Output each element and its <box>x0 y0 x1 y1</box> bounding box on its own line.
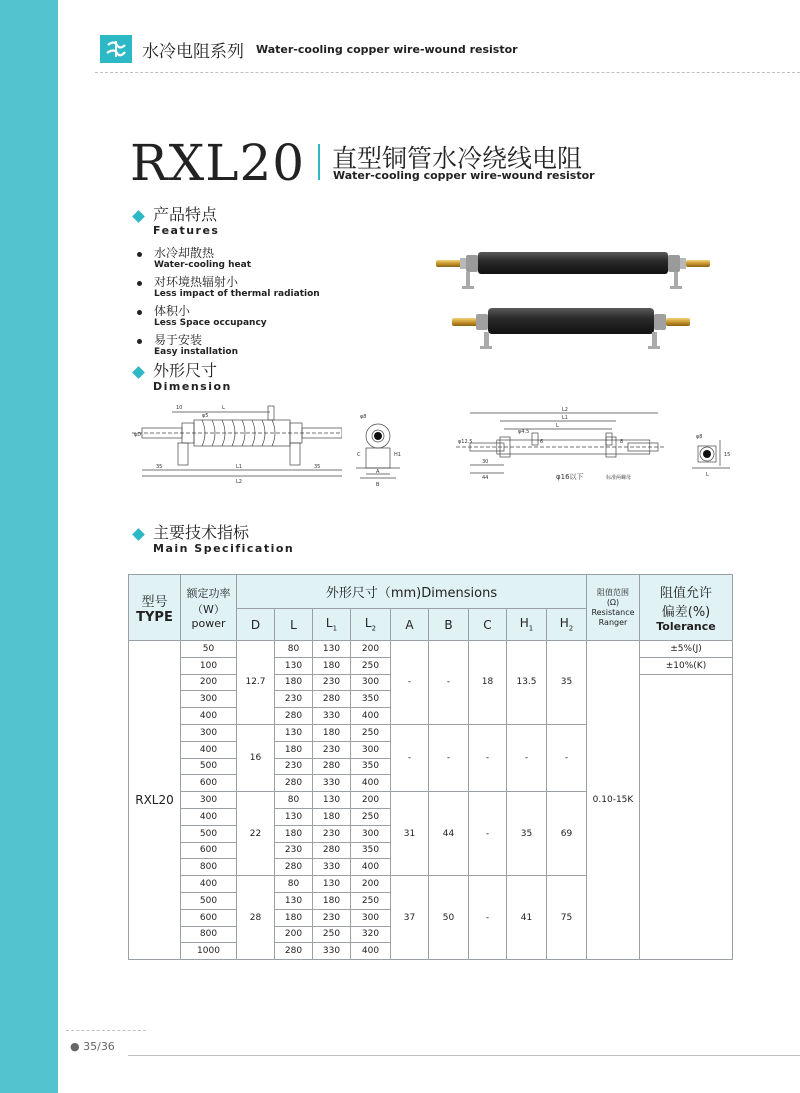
header-series-cn: 水冷电阻系列 <box>142 41 244 62</box>
cell-h2: - <box>547 724 587 791</box>
cell-l2: 400 <box>351 859 391 876</box>
header-divider <box>95 72 800 73</box>
page-number-text: 35/36 <box>83 1040 115 1053</box>
diamond-bullet-icon <box>132 528 145 541</box>
cell-l2: 200 <box>351 792 391 809</box>
dim-label-44: 44 <box>482 475 489 481</box>
cell-h1: - <box>507 724 547 791</box>
th-type-cn: 型号 <box>141 594 168 610</box>
th-h2-sub: 2 <box>568 624 574 633</box>
cell-power: 400 <box>181 808 237 825</box>
bullet-icon <box>137 252 142 257</box>
spec-heading <box>132 524 294 555</box>
cell-l1: 330 <box>313 859 351 876</box>
cell-tolerance-j: ±5%(J) <box>640 641 733 658</box>
th-tol-en: Tolerance <box>656 620 716 633</box>
cell-h2: 35 <box>547 641 587 725</box>
cell-power: 400 <box>181 708 237 725</box>
cell-l2: 250 <box>351 657 391 674</box>
feature-en: Water-cooling heat <box>154 260 252 270</box>
th-type-en: TYPE <box>136 609 173 625</box>
cell-l2: 400 <box>351 708 391 725</box>
dim-label-15: 15 <box>724 452 731 458</box>
cell-d: 12.7 <box>237 641 275 725</box>
cell-l: 80 <box>275 876 313 893</box>
cell-power: 600 <box>181 775 237 792</box>
spec-heading-en: Main Specification <box>153 542 295 555</box>
cell-l: 130 <box>275 892 313 909</box>
drawing-side-view-2 <box>456 403 666 485</box>
th-h2-main: H <box>559 616 569 631</box>
spec-heading-cn: 主要技术指标 <box>153 523 250 542</box>
feature-en: Less impact of thermal radiation <box>154 289 320 299</box>
cell-l1: 230 <box>313 674 351 691</box>
drawing-end-view-1 <box>352 408 404 490</box>
dim-label-b: B <box>376 482 380 488</box>
footer-dash <box>66 1030 146 1031</box>
brand-logo-icon <box>100 35 132 63</box>
th-l1-main: L <box>325 616 333 631</box>
cell-type: RXL20 <box>129 641 181 960</box>
cell-l2: 250 <box>351 808 391 825</box>
dim-label-phi8: φ8 <box>360 414 367 420</box>
cell-d: 28 <box>237 876 275 960</box>
th-l2 <box>351 609 391 641</box>
cell-l1: 180 <box>313 657 351 674</box>
bullet-icon <box>137 339 142 344</box>
feature-item <box>137 334 320 357</box>
cell-a: 37 <box>391 876 429 960</box>
cell-power: 300 <box>181 792 237 809</box>
cell-power: 1000 <box>181 943 237 960</box>
dim-label-phi-d: φD <box>134 432 142 438</box>
cell-l: 180 <box>275 825 313 842</box>
dim-label-l-b: L <box>556 423 559 429</box>
dim-label-phi16: φ16以下 <box>556 473 584 481</box>
th-tol-cn1: 阻值允许 <box>659 586 712 601</box>
dim-label-l2-b: L2 <box>562 407 568 413</box>
th-b: B <box>429 609 469 641</box>
cell-l1: 330 <box>313 775 351 792</box>
th-power-cn: 额定功率 <box>186 587 231 600</box>
cell-l: 280 <box>275 859 313 876</box>
bullet-icon <box>137 281 142 286</box>
th-power-unit: （W） <box>192 603 225 616</box>
cell-power: 300 <box>181 724 237 741</box>
cell-b: 50 <box>429 876 469 960</box>
th-c: C <box>469 609 507 641</box>
diamond-bullet-icon <box>132 210 145 223</box>
dim-label-h1: H1 <box>394 452 401 458</box>
th-dimensions: 外形尺寸（mm)Dimensions <box>237 575 587 609</box>
cell-power: 600 <box>181 909 237 926</box>
dim-label-8: 8 <box>620 439 624 445</box>
dim-label-6: 6 <box>540 439 544 445</box>
side-color-bar <box>0 0 58 1093</box>
dim-label-10: 10 <box>176 405 183 411</box>
th-l: L <box>275 609 313 641</box>
cell-l: 130 <box>275 808 313 825</box>
product-name-en: Water-cooling copper wire-wound resistor <box>333 169 595 182</box>
cell-l2: 300 <box>351 909 391 926</box>
cell-c: - <box>469 792 507 876</box>
cell-b: - <box>429 641 469 725</box>
resistor-photo-bottom <box>450 298 694 356</box>
cell-l1: 280 <box>313 842 351 859</box>
features-list <box>137 247 320 363</box>
cell-l1: 230 <box>313 909 351 926</box>
cell-power: 50 <box>181 641 237 658</box>
dim-label-a: A <box>376 469 380 475</box>
cell-power: 500 <box>181 892 237 909</box>
th-range-unit: (Ω) <box>606 597 620 607</box>
cell-h2: 75 <box>547 876 587 960</box>
cell-l: 200 <box>275 926 313 943</box>
cell-c: 18 <box>469 641 507 725</box>
dim-label-note: 标准两螺母 <box>606 475 632 481</box>
title-divider <box>318 144 320 180</box>
cell-l: 230 <box>275 842 313 859</box>
model-title: RXL20 <box>130 134 306 192</box>
cell-l1: 180 <box>313 724 351 741</box>
cell-l2: 200 <box>351 876 391 893</box>
cell-h1: 35 <box>507 792 547 876</box>
footer-line <box>128 1055 800 1056</box>
cell-power: 300 <box>181 691 237 708</box>
dim-label-phi125: φ12.5 <box>458 439 473 445</box>
dim-label-35-left: 35 <box>156 464 163 470</box>
cell-b: - <box>429 724 469 791</box>
cell-l: 180 <box>275 909 313 926</box>
cell-tolerance-k: ±10%(K) <box>640 657 733 674</box>
diamond-bullet-icon <box>132 366 145 379</box>
product-name-cn: 直型铜管水冷绕线电阻 <box>332 144 583 173</box>
th-h1-main: H <box>519 616 529 631</box>
dim-label-l1-b: L1 <box>562 415 568 421</box>
drawing-end-view-2 <box>690 428 736 480</box>
dim-label-35-right: 35 <box>314 464 321 470</box>
cell-h1: 13.5 <box>507 641 547 725</box>
cell-l: 280 <box>275 943 313 960</box>
cell-l2: 400 <box>351 775 391 792</box>
feature-cn: 对环境热辐射小 <box>154 275 239 289</box>
cell-l2: 320 <box>351 926 391 943</box>
cell-l1: 330 <box>313 943 351 960</box>
dim-label-phi45: φ4.5 <box>518 429 530 435</box>
cell-d: 22 <box>237 792 275 876</box>
cell-power: 800 <box>181 859 237 876</box>
th-range-en1: Resistance <box>591 607 635 617</box>
cell-power: 400 <box>181 741 237 758</box>
cell-c: - <box>469 724 507 791</box>
cell-a: - <box>391 724 429 791</box>
cell-l1: 230 <box>313 825 351 842</box>
features-heading-en: Features <box>153 224 220 237</box>
cell-l1: 250 <box>313 926 351 943</box>
dim-label-phi5: φ5 <box>202 413 209 419</box>
cell-h2: 69 <box>547 792 587 876</box>
cell-l2: 350 <box>351 758 391 775</box>
cell-power: 200 <box>181 674 237 691</box>
cell-power: 600 <box>181 842 237 859</box>
dim-label-l: L <box>222 405 225 411</box>
cell-h1: 41 <box>507 876 547 960</box>
cell-l: 180 <box>275 674 313 691</box>
features-heading-cn: 产品特点 <box>153 205 218 224</box>
cell-l2: 400 <box>351 943 391 960</box>
feature-cn: 水冷却散热 <box>154 246 215 260</box>
cell-l2: 300 <box>351 825 391 842</box>
dimension-heading-cn: 外形尺寸 <box>153 361 218 380</box>
th-range-en2: Ranger <box>598 617 628 627</box>
features-heading <box>132 206 219 237</box>
th-h2 <box>547 609 587 641</box>
cell-power: 800 <box>181 926 237 943</box>
cell-l: 80 <box>275 792 313 809</box>
cell-c: - <box>469 876 507 960</box>
dim-label-phi8-b: φ8 <box>696 434 703 440</box>
dim-label-l1: L1 <box>236 464 242 470</box>
cell-tolerance-empty <box>640 674 733 960</box>
cell-l1: 330 <box>313 708 351 725</box>
cell-l: 280 <box>275 708 313 725</box>
dim-label-l-end: L <box>706 472 709 478</box>
cell-l1: 130 <box>313 641 351 658</box>
cell-d: 16 <box>237 724 275 791</box>
th-power-en: power <box>191 617 226 630</box>
cell-l2: 350 <box>351 842 391 859</box>
header-series-en: Water-cooling copper wire-wound resistor <box>256 42 518 56</box>
cell-l: 230 <box>275 691 313 708</box>
feature-en: Easy installation <box>154 347 239 357</box>
th-l2-main: L <box>364 616 372 631</box>
spec-table-body <box>129 641 733 960</box>
th-range <box>587 575 640 641</box>
dim-label-30: 30 <box>482 459 489 465</box>
th-h1 <box>507 609 547 641</box>
cell-l2: 250 <box>351 892 391 909</box>
th-h1-sub: 1 <box>528 624 534 633</box>
th-l2-sub: 2 <box>371 624 377 633</box>
cell-l: 130 <box>275 724 313 741</box>
dim-label-c: C <box>357 452 361 458</box>
dimension-heading-en: Dimension <box>153 380 232 393</box>
cell-l: 130 <box>275 657 313 674</box>
cell-l2: 200 <box>351 641 391 658</box>
cell-l: 80 <box>275 641 313 658</box>
feature-item <box>137 247 320 270</box>
th-a: A <box>391 609 429 641</box>
th-l1 <box>313 609 351 641</box>
th-l1-sub: 1 <box>332 624 338 633</box>
cell-l2: 350 <box>351 691 391 708</box>
cell-power: 500 <box>181 758 237 775</box>
table-row <box>129 641 733 658</box>
cell-l1: 230 <box>313 741 351 758</box>
cell-l2: 250 <box>351 724 391 741</box>
cell-l2: 300 <box>351 674 391 691</box>
feature-cn: 易于安装 <box>154 333 203 347</box>
cell-l1: 280 <box>313 691 351 708</box>
cell-l1: 180 <box>313 892 351 909</box>
th-type <box>129 575 181 641</box>
cell-l1: 130 <box>313 792 351 809</box>
cell-l: 280 <box>275 775 313 792</box>
cell-range: 0.10-15K <box>587 641 640 960</box>
bullet-icon <box>137 310 142 315</box>
feature-item <box>137 276 320 299</box>
th-d: D <box>237 609 275 641</box>
th-tolerance <box>640 575 733 641</box>
spec-table <box>128 574 733 960</box>
cell-l1: 130 <box>313 876 351 893</box>
cell-l1: 180 <box>313 808 351 825</box>
cell-a: - <box>391 641 429 725</box>
cell-l: 230 <box>275 758 313 775</box>
drawing-side-view-1 <box>132 398 342 490</box>
cell-power: 500 <box>181 825 237 842</box>
feature-cn: 体积小 <box>154 304 191 318</box>
cell-power: 100 <box>181 657 237 674</box>
th-range-cn: 阻值范围 <box>597 587 629 597</box>
cell-a: 31 <box>391 792 429 876</box>
dim-label-l2: L2 <box>236 479 242 485</box>
cell-b: 44 <box>429 792 469 876</box>
cell-l1: 280 <box>313 758 351 775</box>
page-number: ● 35/36 <box>70 1040 115 1053</box>
cell-l2: 300 <box>351 741 391 758</box>
resistor-photo-top <box>432 240 712 300</box>
th-tol-cn2: 偏差(%) <box>661 605 711 620</box>
feature-item <box>137 305 320 328</box>
feature-en: Less Space occupancy <box>154 318 267 328</box>
th-power <box>181 575 237 641</box>
cell-power: 400 <box>181 876 237 893</box>
page-header <box>100 34 518 64</box>
cell-l: 180 <box>275 741 313 758</box>
dimension-heading <box>132 362 232 393</box>
